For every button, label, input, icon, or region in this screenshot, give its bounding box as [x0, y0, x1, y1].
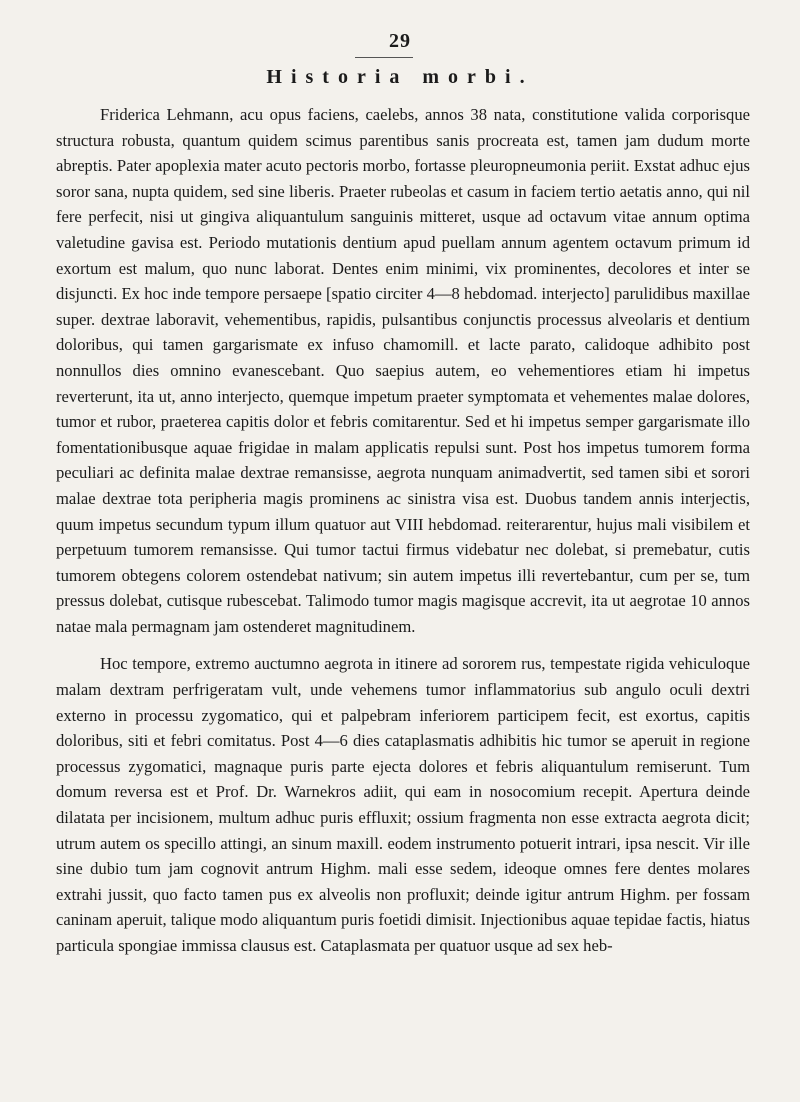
header-rule: [355, 57, 413, 58]
body-text: [56, 102, 750, 959]
page-number: 29: [389, 30, 411, 52]
paragraph-2: Hoc tempore, extremo auctumno aegrota in itinere ad sororem rus, tempestate rigida vehiculoque malam dextram perfrigeratam vult, unde vehemens tumor inflammatorius sub angulo oculi dextri externo in processu zygomatico, qui et palpebram inferiorem participem fecit, est exortus, capitis doloribus, siti et febri comitatus. Post 4—6 dies cataplasmatis adhibitis hic tumor se aperuit in regione processus zygomatici, magnaque puris parte ejecta dolores et febris aliquantulum remiserunt. Tum domum reversa est et Prof. Dr. Warnekros adiit, qui eam in nosocomium recepit. Apertura deinde dilatata per incisionem, multum adhuc puris effluxit; ossium fragmenta non esse extracta aegrota dicit; utrum autem os specillo attingi, an sinum maxill. eodem instrumento potuerit intrari, ipsa nescit. Vir ille sine dubio tum jam cognovit antrum Highm. mali esse sedem, ideoque omnes fere dentes molares extrahi jussit, quo facto tamen pus ex alveolis non profluxit; deinde igitur antrum Highm. per fossam caninam aperuit, talique modo aliquantum puris foetidi dimisit. Injectionibus aquae tepidae factis, hiatus particula spongiae immissa clausus est. Cataplasmata per quatuor usque ad sex heb-: [56, 654, 750, 955]
paragraph-1: Friderica Lehmann, acu opus faciens, caelebs, annos 38 nata, constitutione valida corporisque structura robusta, quantum quidem scimus parentibus sanis procreata est, tamen jam dudum morte abreptis. Pater apoplexia mater acuto pectoris morbo, fortasse pleuropneumonia periit. Exstat adhuc ejus soror sana, nupta quidem, sed sine liberis. Praeter rubeolas et casum in faciem tertio aetatis anno, qui nil fere perfecit, nisi ut gingiva aliquantulum sanguinis mitteret, usque ad octavum vitae annum optima valetudine gavisa est. Periodo mutationis dentium apud puellam annum agentem octavum primum id exortum est malum, quo nunc laborat. Dentes enim minimi, vix prominentes, decolores et inter se disjuncti. Ex hoc inde tempore persaepe [spatio circiter 4—8 hebdomad. interjecto] parulidibus maxillae super. dextrae laboravit, vehementibus, rapidis, pulsantibus conjunctis processus alveolaris et dentium doloribus, qui tamen gargarismate ex infuso chamomill. et lacte parato, calidoque adhibito post nonnullos dies omnino evanescebant. Quo saepius autem, eo vehementiores etiam hi impetus reverterunt, ita ut, anno interjecto, quemque impetum praeter symptomata et vehementes malae dolores, tumor et rubor, praeterea capitis dolor et febris comitarentur. Sed et hi impetus semper gargarismate illo fomentationibusque aquae frigidae in malam applicatis repulsi sunt. Post hos impetus tumorem forma peculiari ac definita malae dextrae remansisse, aegrota nunquam animadvertit, sed tamen sibi et sorori malae dextrae tota peripheria magis prominens ac sinistra visa est. Duobus tandem annis interjectis, quum impetus secundum typum illum quatuor aut VIII hebdomad. reiterarentur, hujus mali visibilem et perpetuum tumorem remansisse. Qui tumor tactui firmus videbatur nec dolebat, si premebatur, cutis tumorem obtegens colorem ostendebat nativum; sin autem impetus illi revertebantur, cum per se, tum pressus dolebat, cutisque rubescebat. Talimodo tumor magis magisque accrevit, ita ut aegrotae 10 annos natae mala permagnam jam ostenderet magnitudinem.: [56, 105, 750, 636]
section-title: Historia morbi.: [266, 66, 534, 88]
